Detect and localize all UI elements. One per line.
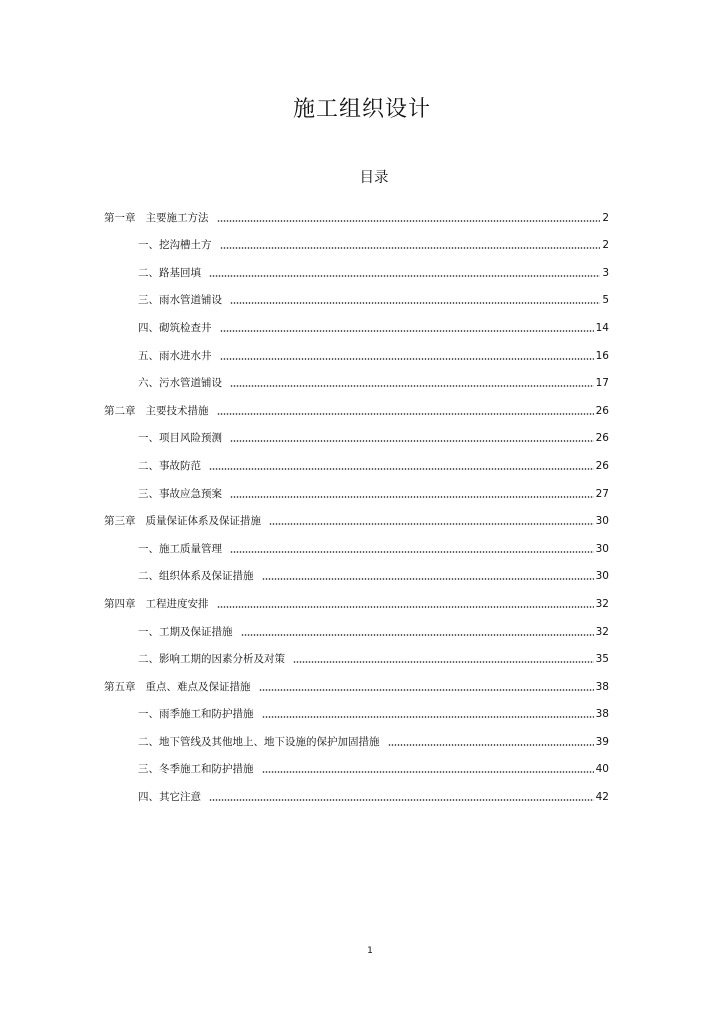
toc-leader-dots xyxy=(217,606,594,608)
toc-chapter-entry[interactable] xyxy=(104,583,609,611)
toc-leader-dots xyxy=(241,634,594,636)
toc-entry-text: 重点、难点及保证措施 xyxy=(145,680,251,693)
toc-entry-label xyxy=(138,431,222,445)
toc-section-entry[interactable] xyxy=(104,445,609,473)
toc-leader-dots xyxy=(217,413,594,415)
toc-entry-label xyxy=(138,459,201,473)
toc-section-entry[interactable] xyxy=(104,363,609,391)
toc-page-number: 2 xyxy=(602,211,609,224)
toc-entry-text: 主要技术措施 xyxy=(145,404,209,417)
toc-leader-dots xyxy=(262,771,594,773)
toc-chapter-number: 第一章 xyxy=(104,211,136,224)
toc-entry-text: 三、雨水管道铺设 xyxy=(138,294,222,307)
toc-section-entry[interactable] xyxy=(104,694,609,722)
toc-entry-text: 六、污水管道铺设 xyxy=(138,377,222,390)
toc-page-number: 26 xyxy=(595,432,609,445)
toc-entry-text: 主要施工方法 xyxy=(145,211,209,224)
toc-entry-text: 一、项目风险预测 xyxy=(138,432,222,445)
toc-entry-label xyxy=(138,652,285,666)
toc-entry-text: 二、路基回填 xyxy=(138,266,201,279)
toc-entry-label xyxy=(138,321,212,335)
toc-page-number: 26 xyxy=(595,404,609,417)
toc-chapter-number: 第二章 xyxy=(104,404,136,417)
toc-leader-dots xyxy=(230,551,594,553)
toc-leader-dots xyxy=(220,358,594,360)
toc-section-entry[interactable] xyxy=(104,280,609,308)
toc-leader-dots xyxy=(293,661,594,663)
toc-leader-dots xyxy=(220,247,601,249)
toc-chapter-number: 第三章 xyxy=(104,515,136,528)
toc-leader-dots xyxy=(209,468,594,470)
toc-entry-label xyxy=(138,790,201,804)
toc-entry-label xyxy=(138,762,254,776)
toc-entry-text: 一、挖沟槽土方 xyxy=(138,239,212,252)
toc-chapter-entry[interactable] xyxy=(104,390,609,418)
toc-page-number: 27 xyxy=(595,487,609,500)
toc-entry-label xyxy=(138,238,212,252)
toc-entry-text: 质量保证体系及保证措施 xyxy=(145,515,261,528)
toc-page-number: 3 xyxy=(602,266,609,279)
toc-entry-label xyxy=(104,211,209,225)
toc-page-number: 26 xyxy=(595,459,609,472)
toc-page-number: 5 xyxy=(602,294,609,307)
toc-entry-label xyxy=(138,487,222,501)
toc-leader-dots xyxy=(209,799,594,801)
toc-entry-text: 二、地下管线及其他地上、地下设施的保护加固措施 xyxy=(138,735,380,748)
toc-chapter-number: 第五章 xyxy=(104,680,136,693)
toc-page-number: 35 xyxy=(595,653,609,666)
toc-entry-label xyxy=(138,542,222,556)
toc-leader-dots xyxy=(262,716,594,718)
toc-entry-text: 二、组织体系及保证措施 xyxy=(138,570,254,583)
toc-section-entry[interactable] xyxy=(104,335,609,363)
toc-section-entry[interactable] xyxy=(104,556,609,584)
toc-leader-dots xyxy=(230,440,594,442)
toc-page-number: 16 xyxy=(595,349,609,362)
toc-entry-text: 一、施工质量管理 xyxy=(138,542,222,555)
toc-page-number: 2 xyxy=(602,239,609,252)
toc-chapter-entry[interactable] xyxy=(104,501,609,529)
toc-leader-dots xyxy=(269,523,594,525)
toc-entry-label xyxy=(138,707,254,721)
toc-entry-text: 四、其它注意 xyxy=(138,791,201,804)
toc-entry-text: 五、雨水进水井 xyxy=(138,349,212,362)
toc-entry-label xyxy=(104,597,209,611)
toc-page-number: 14 xyxy=(595,321,609,334)
toc-page-number: 38 xyxy=(595,680,609,693)
toc-entry-label xyxy=(138,569,254,583)
toc-entry-text: 四、砌筑检查井 xyxy=(138,321,212,334)
toc-page-number: 30 xyxy=(595,542,609,555)
page-number: 1 xyxy=(367,946,373,956)
toc-section-entry[interactable] xyxy=(104,776,609,804)
toc-entry-text: 二、事故防范 xyxy=(138,459,201,472)
toc-page-number: 30 xyxy=(595,570,609,583)
toc-page-number: 32 xyxy=(595,625,609,638)
document-title: 施工组织设计 xyxy=(292,97,431,122)
toc-entry-label xyxy=(104,404,209,418)
toc-entry-text: 三、事故应急预案 xyxy=(138,487,222,500)
toc-leader-dots xyxy=(209,275,600,277)
toc-entry-label xyxy=(138,293,222,307)
toc-heading: 目录 xyxy=(359,170,389,186)
toc-page-number: 30 xyxy=(595,515,609,528)
toc-page-number: 40 xyxy=(595,763,609,776)
toc-entry-label xyxy=(138,349,212,363)
toc-section-entry[interactable] xyxy=(104,639,609,667)
toc-page-number: 39 xyxy=(595,735,609,748)
toc-chapter-number: 第四章 xyxy=(104,597,136,610)
toc-entry-label xyxy=(104,680,251,694)
toc-section-entry[interactable] xyxy=(104,418,609,446)
toc-leader-dots xyxy=(388,744,594,746)
toc-entry-label xyxy=(138,735,380,749)
toc-section-entry[interactable] xyxy=(104,528,609,556)
toc-entry-text: 二、影响工期的因素分析及对策 xyxy=(138,653,285,666)
toc-entry-label xyxy=(104,514,261,528)
toc-leader-dots xyxy=(259,689,594,691)
toc-leader-dots xyxy=(217,220,601,222)
toc-section-entry[interactable] xyxy=(104,225,609,253)
toc-entry-label xyxy=(138,625,233,639)
toc-entry-label xyxy=(138,376,222,390)
toc-section-entry[interactable] xyxy=(104,307,609,335)
toc-section-entry[interactable] xyxy=(104,611,609,639)
toc-section-entry[interactable] xyxy=(104,473,609,501)
toc-entry-label xyxy=(138,266,201,280)
toc-entry-text: 一、工期及保证措施 xyxy=(138,625,233,638)
toc-chapter-entry[interactable] xyxy=(104,666,609,694)
toc-leader-dots xyxy=(262,578,594,580)
toc-section-entry[interactable] xyxy=(104,749,609,777)
toc-leader-dots xyxy=(220,330,594,332)
toc-page-number: 17 xyxy=(595,377,609,390)
toc-entry-text: 三、冬季施工和防护措施 xyxy=(138,763,254,776)
toc-section-entry[interactable] xyxy=(104,721,609,749)
toc-chapter-entry[interactable] xyxy=(104,197,609,225)
toc-page-number: 32 xyxy=(595,597,609,610)
table-of-contents xyxy=(104,197,609,804)
toc-page-number: 42 xyxy=(595,791,609,804)
toc-leader-dots xyxy=(230,496,594,498)
toc-entry-text: 工程进度安排 xyxy=(145,597,209,610)
toc-section-entry[interactable] xyxy=(104,252,609,280)
toc-leader-dots xyxy=(230,385,594,387)
toc-entry-text: 一、雨季施工和防护措施 xyxy=(138,708,254,721)
toc-page-number: 38 xyxy=(595,708,609,721)
toc-leader-dots xyxy=(230,302,600,304)
